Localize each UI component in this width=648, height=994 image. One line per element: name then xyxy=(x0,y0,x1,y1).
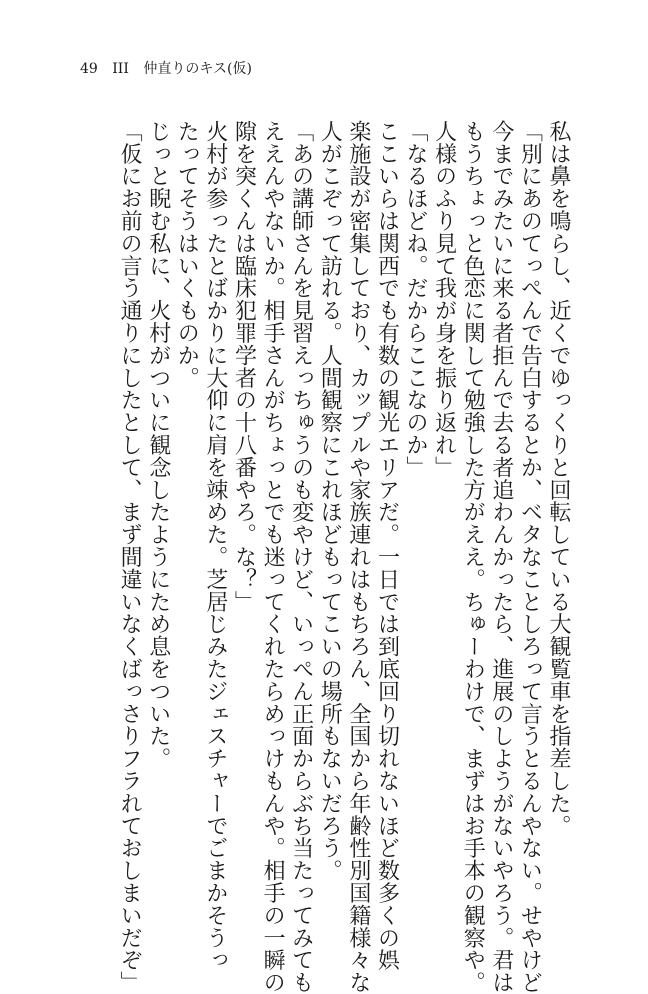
running-header xyxy=(80,60,262,78)
text-line: ここいらは関西でも有数の観光エリアだ。一日では到底回り切れないほど数多くの娯 xyxy=(374,120,400,972)
text-line: 「なるほどね。だからここなのか」 xyxy=(403,120,429,479)
text-line: 「仮にお前の言う通りにしたとして、まず間違いなくばっさりフラれておしまいだぞ」 xyxy=(117,120,143,994)
text-line: もうちょっと色恋に関して勉強した方がええ。ちゅーわけで、まずはお手本の観察や。 xyxy=(460,120,486,994)
text-line: ええんやないか。相手さんがちょっとでも迷ってくれたらめっけもんや。相手の一瞬の xyxy=(260,120,286,994)
text-line: 人様のふり見て我が身を振り返れ」 xyxy=(431,120,457,479)
text-line: 「あの講師さんを見習えっちゅうのも変やけど、いっぺん正面からぶち当たってみても xyxy=(288,120,314,994)
text-line: 人がこぞって訪れる。人間観察にこれほどもってこいの場所もないだろう。 xyxy=(317,120,343,882)
text-line: 楽施設が密集しており、カップルや家族連れはもちろん、全国から年齢性別国籍様々な xyxy=(345,120,371,994)
chapter-numeral: III xyxy=(112,61,129,77)
text-line: 私は鼻を鳴らし、近くでゆっくりと回転している大観覧車を指差した。 xyxy=(546,120,571,837)
chapter-title: 仲直りのキス(仮) xyxy=(143,61,252,77)
text-line: 火村が参ったとばかりに大仰に肩を竦めた。芝居じみたジェスチャーでごまかそうっ xyxy=(202,120,228,972)
text-line: たってそうはいくものか。 xyxy=(174,120,200,389)
body-text xyxy=(115,120,573,994)
text-line: 隙を突くんは臨床犯罪学者の十八番やろ。な？」 xyxy=(231,120,257,613)
text-line: じっと睨む私に、火村がついに観念したようにため息をついた。 xyxy=(145,120,171,770)
text-line: 今までみたいに来る者拒んで去る者追わんかったら、進展のしようがないやろう。君は xyxy=(488,120,514,994)
text-line: 「別にあのてっぺんで告白するとか、ベタなことしろって言うとるんやない。せやけど xyxy=(517,120,543,994)
page-number: 49 xyxy=(80,61,98,77)
